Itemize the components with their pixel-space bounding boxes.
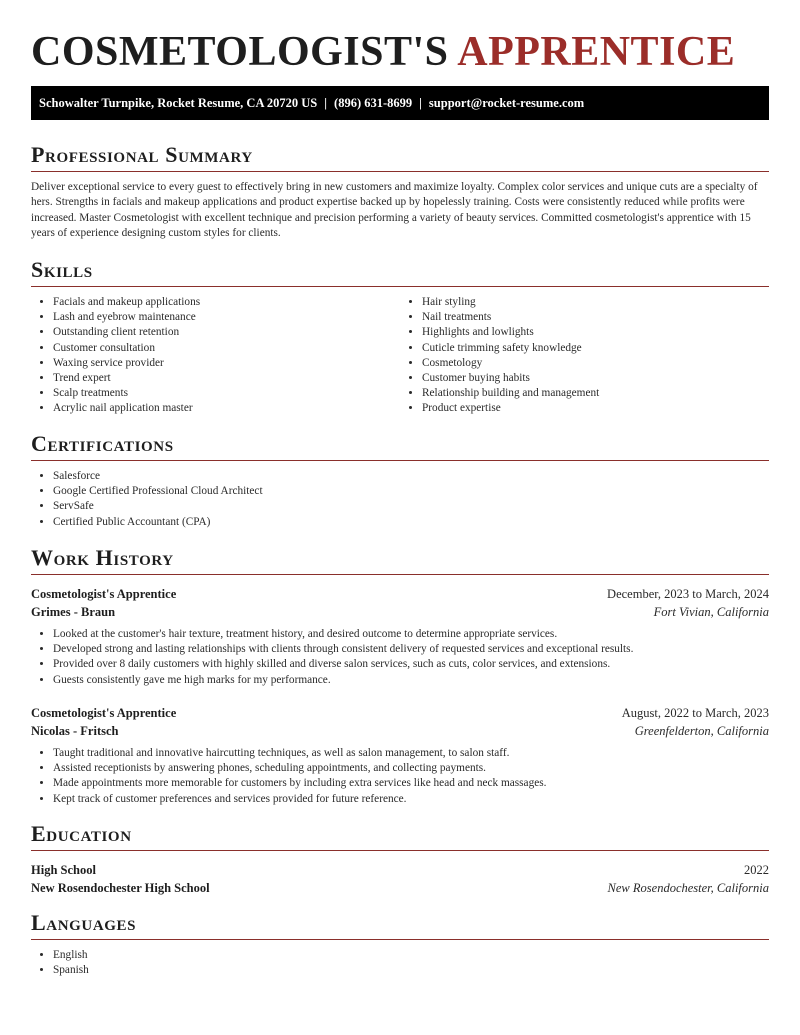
skills-list-right [400, 295, 769, 417]
job-company: Nicolas - Fritsch [31, 724, 119, 738]
education-school: New Rosendochester High School [31, 881, 210, 895]
job-location: Greenfelderton, California [634, 724, 769, 738]
job-company: Grimes - Braun [31, 605, 116, 619]
job-title: Cosmetologist's Apprentice [31, 587, 177, 601]
skill-item: • Cuticle trimming safety knowledge [422, 341, 769, 356]
certification-item: • Google Certified Professional Cloud Architect [53, 484, 769, 499]
resume-title [31, 0, 769, 86]
contact-separator: | [419, 96, 422, 110]
certification-item: • ServSafe [53, 499, 769, 514]
education-subheader [31, 879, 769, 897]
skill-item: • Hair styling [422, 295, 769, 310]
job-bullet: • Guests consistently gave me high marks for my performance. [53, 673, 769, 688]
language-item: • English [53, 948, 769, 963]
certifications-list [31, 469, 769, 530]
job-entry [31, 704, 769, 807]
job-dates: August, 2022 to March, 2023 [621, 706, 769, 720]
education-location: New Rosendochester, California [607, 881, 769, 895]
education-heading: Education [31, 821, 132, 846]
education-degree: High School [31, 863, 96, 877]
skill-item: • Product expertise [422, 401, 769, 416]
skill-item: • Customer buying habits [422, 371, 769, 386]
education-entry [31, 861, 769, 897]
skill-item: • Lash and eyebrow maintenance [53, 310, 400, 325]
section-divider [31, 460, 769, 461]
skill-item: • Outstanding client retention [53, 325, 400, 340]
job-entry [31, 585, 769, 688]
languages-section [31, 910, 769, 978]
skills-list-left [31, 295, 400, 417]
summary-heading: Professional Summary [31, 142, 253, 167]
work-history-section [31, 545, 769, 575]
skill-item: • Trend expert [53, 371, 400, 386]
section-divider [31, 286, 769, 287]
job-bullet: • Provided over 8 daily customers with highly skilled and diverse salon services, such as cuts, color services, and extensions. [53, 657, 769, 672]
skill-item: • Scalp treatments [53, 386, 400, 401]
section-divider [31, 171, 769, 172]
skill-item: • Nail treatments [422, 310, 769, 325]
languages-list [31, 948, 769, 978]
job-dates: December, 2023 to March, 2024 [607, 587, 769, 601]
skill-item: • Facials and makeup applications [53, 295, 400, 310]
job-bullet: • Made appointments more memorable for customers by including extra services like head and neck massages. [53, 776, 769, 791]
contact-email: support@rocket-resume.com [428, 96, 585, 110]
job-bullet: • Developed strong and lasting relationships with clients through consistent delivery of requested services and exceptional results. [53, 642, 769, 657]
skill-item: • Highlights and lowlights [422, 325, 769, 340]
job-header [31, 585, 769, 603]
job-title: Cosmetologist's Apprentice [31, 706, 177, 720]
skills-columns [31, 295, 769, 417]
job-bullet: • Kept track of customer preferences and services provided for future reference. [53, 792, 769, 807]
title-accent: APPRENTICE [457, 29, 736, 75]
summary-section [31, 142, 769, 241]
contact-bar [31, 86, 769, 120]
summary-text: Deliver exceptional service to every guest to effectively bring in new customers and maximize loyalty. Complex color services and unique cuts are a specialty of hers. Strengths in facials and makeup applications and product expertise backed up by hopelessly training. Costs were consistently reduced while profits were increased. Master Cosmetologist with excellent technique and precision performing a variety of beauty services. Committed cosmetologist's apprentice with 15 years of experience designing custom styles for clients. [31, 181, 758, 239]
section-divider [31, 574, 769, 575]
job-subheader [31, 603, 769, 621]
skills-section [31, 257, 769, 417]
contact-address: Schowalter Turnpike, Rocket Resume, CA 20720 US [39, 96, 318, 110]
contact-phone: (896) 631-8699 [334, 96, 413, 110]
section-divider [31, 850, 769, 851]
certifications-section [31, 431, 769, 530]
skill-item: • Cosmetology [422, 356, 769, 371]
skills-heading: Skills [31, 257, 93, 282]
job-location: Fort Vivian, California [653, 605, 769, 619]
education-year: 2022 [744, 863, 769, 877]
education-section [31, 821, 769, 851]
certification-item: • Salesforce [53, 469, 769, 484]
title-main: COSMETOLOGIST'S [31, 29, 449, 75]
job-bullet: • Assisted receptionists by answering phones, scheduling appointments, and collecting payments. [53, 761, 769, 776]
job-bullet: • Taught traditional and innovative haircutting techniques, as well as salon management, to salon staff. [53, 746, 769, 761]
job-bullet: • Looked at the customer's hair texture, treatment history, and desired outcome to determine appropriate services. [53, 627, 769, 642]
contact-separator: | [324, 96, 328, 110]
job-header [31, 704, 769, 722]
languages-heading: Languages [31, 910, 137, 935]
job-bullets [31, 627, 769, 688]
certifications-heading: Certifications [31, 431, 174, 456]
job-bullets [31, 746, 769, 807]
job-subheader [31, 722, 769, 740]
section-divider [31, 939, 769, 940]
language-item: • Spanish [53, 963, 769, 978]
skill-item: • Waxing service provider [53, 356, 400, 371]
education-header [31, 861, 769, 879]
certification-item: • Certified Public Accountant (CPA) [53, 515, 769, 530]
skill-item: • Customer consultation [53, 341, 400, 356]
work-history-heading: Work History [31, 545, 174, 570]
skill-item: • Relationship building and management [422, 386, 769, 401]
skill-item: • Acrylic nail application master [53, 401, 400, 416]
